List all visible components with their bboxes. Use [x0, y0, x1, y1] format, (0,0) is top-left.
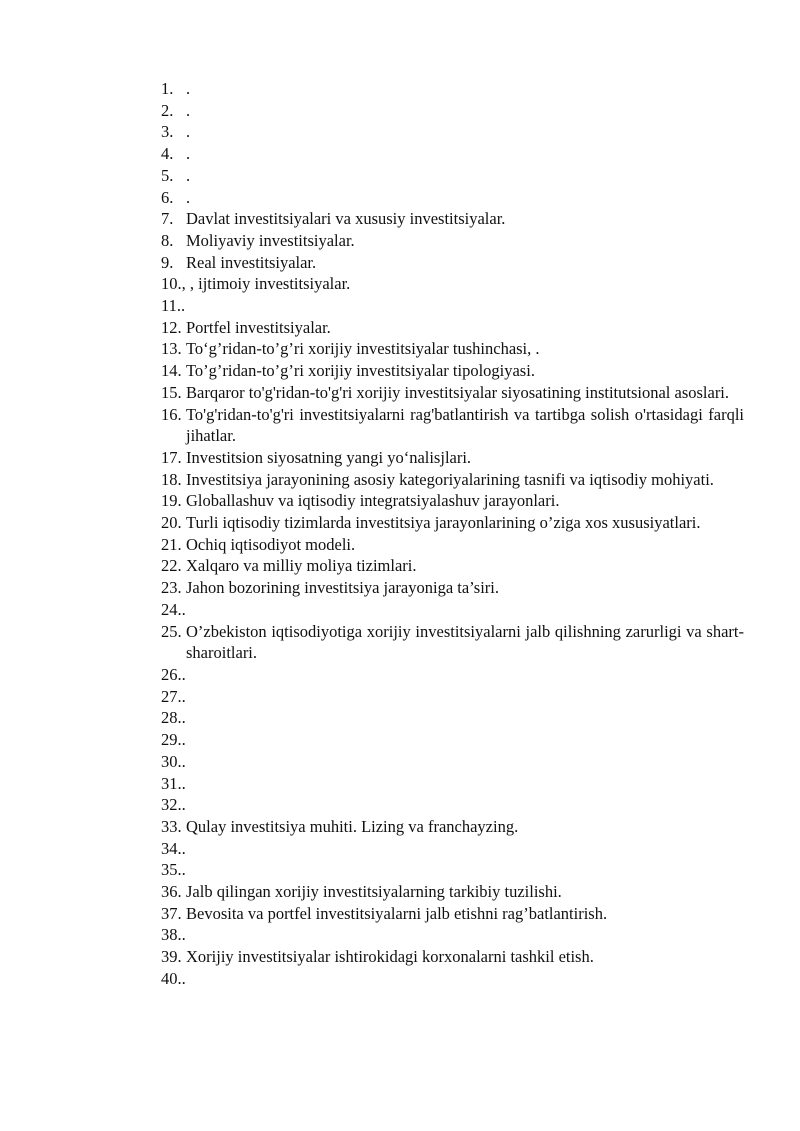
- list-item: [161, 490, 744, 512]
- list-item-number: 1.: [161, 79, 174, 98]
- list-item-text: .: [181, 795, 186, 815]
- list-item-text: Xorijiy investitsiyalar ishtirokidagi korxonalarni tashkil etish.: [186, 947, 594, 967]
- list-item-number: 31.: [161, 773, 182, 793]
- list-item: [161, 534, 744, 556]
- list-item-text: .: [181, 838, 186, 858]
- list-item: [161, 924, 744, 946]
- list-item-number: 32.: [161, 795, 182, 815]
- list-item-number: 33.: [161, 816, 182, 836]
- list-item-number: 15.: [161, 382, 182, 402]
- list-item: [161, 295, 744, 317]
- list-item-text: .: [186, 144, 191, 164]
- list-item-number: 38.: [161, 925, 182, 945]
- list-item-text: .: [181, 730, 186, 750]
- list-item: [161, 165, 744, 187]
- list-item-number: 19.: [161, 491, 182, 511]
- list-item: [161, 773, 744, 795]
- list-item: [161, 621, 744, 664]
- list-item-number: 27.: [161, 686, 182, 706]
- list-item: [161, 707, 744, 729]
- list-item-number: 26.: [161, 664, 182, 684]
- list-item-number: 9.: [161, 252, 174, 272]
- list-item: [161, 555, 744, 577]
- list-item: [161, 252, 744, 274]
- list-item-text: Investitsion siyosatning yangi yo‘nalisjlari.: [186, 447, 472, 467]
- list-item: [161, 859, 744, 881]
- list-item-number: 8.: [161, 230, 174, 250]
- list-item: [161, 121, 744, 143]
- list-item-text: To’g’ridan-to’g’ri xorijiy investitsiyalar tipologiyasi.: [186, 361, 535, 381]
- list-item: [161, 273, 744, 295]
- list-item-number: 30.: [161, 751, 182, 771]
- list-item: [161, 881, 744, 903]
- list-item-number: 5.: [161, 165, 174, 185]
- list-item-number: 36.: [161, 882, 182, 902]
- list-item-number: 13.: [161, 339, 182, 359]
- list-item-text: .: [181, 599, 186, 619]
- list-item-number: 35.: [161, 860, 182, 880]
- list-item: [161, 187, 744, 209]
- list-item-number: 37.: [161, 903, 182, 923]
- list-item-text: .: [181, 968, 186, 988]
- list-item-number: 20.: [161, 513, 182, 533]
- list-item: [161, 382, 744, 404]
- list-item-number: 21.: [161, 534, 182, 554]
- list-item-text: .: [181, 296, 186, 316]
- list-item: [161, 230, 744, 252]
- list-item-number: 3.: [161, 122, 174, 142]
- list-item-text: Portfel investitsiyalar.: [186, 317, 331, 337]
- list-item-text: .: [186, 187, 191, 207]
- list-item: [161, 946, 744, 968]
- list-item: [161, 968, 744, 990]
- list-item: [161, 577, 744, 599]
- list-item-number: 29.: [161, 730, 182, 750]
- list-item-number: 24.: [161, 599, 182, 619]
- list-item-text: Jalb qilingan xorijiy investitsiyalarning tarkibiy tuzilishi.: [186, 882, 562, 902]
- list-item-text: Jahon bozorining investitsiya jarayoniga ta’siri.: [186, 578, 499, 598]
- list-item: [161, 360, 744, 382]
- list-item: [161, 100, 744, 122]
- list-item-number: 23.: [161, 578, 182, 598]
- list-item: [161, 338, 744, 360]
- list-item-text: .: [186, 100, 191, 120]
- list-item-number: 10.: [161, 274, 182, 294]
- list-item: [161, 838, 744, 860]
- list-item-number: 2.: [161, 100, 174, 120]
- list-item-text: Davlat investitsiyalari va xususiy investitsiyalar.: [186, 209, 506, 229]
- list-item-number: 40.: [161, 968, 182, 988]
- list-item-number: 16.: [161, 404, 182, 424]
- list-item-text: .: [181, 773, 186, 793]
- list-item-text: Barqaror to'g'ridan-to'g'ri xorijiy investitsiyalar siyosatining institutsional asoslari.: [186, 382, 730, 402]
- list-item-text: , , ijtimoiy investitsiyalar.: [181, 274, 351, 294]
- list-item-text: .: [181, 708, 186, 728]
- list-item-number: 39.: [161, 947, 182, 967]
- list-item: [161, 447, 744, 469]
- list-item-text: Qulay investitsiya muhiti. Lizing va franchayzing.: [186, 816, 519, 836]
- list-item-number: 6.: [161, 187, 174, 207]
- list-item: [161, 512, 744, 534]
- list-item: [161, 686, 744, 708]
- list-item-text: O’zbekiston iqtisodiyotiga xorijiy investitsiyalarni jalb qilishning zarurligi va shart-sharoitlari.: [186, 621, 744, 663]
- list-item-text: Ochiq iqtisodiyot modeli.: [186, 534, 356, 554]
- list-item: [161, 404, 744, 447]
- list-item-text: .: [181, 925, 186, 945]
- list-item-text: Globallashuv va iqtisodiy integratsiyalashuv jarayonlari.: [186, 491, 560, 511]
- list-item-text: .: [181, 751, 186, 771]
- list-item-text: .: [181, 860, 186, 880]
- list-item-number: 25.: [161, 621, 182, 641]
- list-item-number: 7.: [161, 209, 174, 229]
- list-item: [161, 469, 744, 491]
- list-item-number: 11.: [161, 296, 182, 316]
- list-item: [161, 903, 744, 925]
- list-item: [161, 664, 744, 686]
- list-item-text: .: [186, 79, 191, 98]
- list-item-text: .: [181, 686, 186, 706]
- list-item-number: 28.: [161, 708, 182, 728]
- list-item-text: Xalqaro va milliy moliya tizimlari.: [186, 556, 417, 576]
- topic-list: [161, 78, 744, 990]
- list-item-number: 14.: [161, 361, 182, 381]
- list-item-text: .: [181, 664, 186, 684]
- list-item-text: Turli iqtisodiy tizimlarda investitsiya jarayonlarining o’ziga xos xususiyatlari.: [186, 513, 701, 533]
- list-item-number: 12.: [161, 317, 182, 337]
- list-item-text: Bevosita va portfel investitsiyalarni jalb etishni rag’batlantirish.: [186, 903, 608, 923]
- list-item-text: .: [186, 165, 191, 185]
- list-item-text: Real investitsiyalar.: [186, 252, 317, 272]
- list-item: [161, 751, 744, 773]
- list-item: [161, 208, 744, 230]
- list-item: [161, 317, 744, 339]
- list-item: [161, 729, 744, 751]
- list-item: [161, 143, 744, 165]
- list-item-text: To‘g’ridan-to’g’ri xorijiy investitsiyalar tushinchasi, .: [186, 339, 540, 359]
- list-item-number: 34.: [161, 838, 182, 858]
- list-item: [161, 78, 744, 100]
- list-item-number: 22.: [161, 556, 182, 576]
- list-item-number: 18.: [161, 469, 182, 489]
- list-item: [161, 599, 744, 621]
- list-item-number: 4.: [161, 144, 174, 164]
- list-item-text: Moliyaviy investitsiyalar.: [186, 230, 355, 250]
- list-item-text: Investitsiya jarayonining asosiy kategoriyalarining tasnifi va iqtisodiy mohiyati.: [186, 469, 714, 489]
- list-item: [161, 816, 744, 838]
- list-item-number: 17.: [161, 447, 182, 467]
- list-item-text: .: [186, 122, 191, 142]
- list-item: [161, 794, 744, 816]
- list-item-text: To'g'ridan-to'g'ri investitsiyalarni rag'batlantirish va tartibga solish o'rtasidagi farqli jihatlar.: [186, 404, 744, 446]
